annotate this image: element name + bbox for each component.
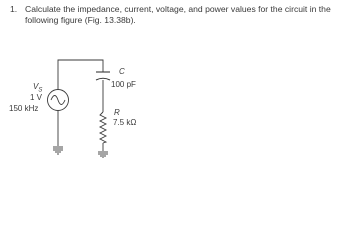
source-voltage: 1 V (30, 93, 43, 102)
source-name: $V_S$ (33, 82, 43, 94)
resistor-value: 7.5 kΩ (113, 118, 137, 127)
question-number: 1. (10, 4, 18, 14)
capacitor-name: C (119, 67, 125, 76)
ac-voltage-source-icon (48, 90, 69, 111)
question-text: Calculate the impedance, current, voltage, and power values for the circuit in the following figure (Fig. 13.38b). (25, 4, 331, 25)
capacitor-value: 100 pF (111, 80, 136, 89)
source-frequency: 150 kHz (9, 104, 39, 113)
ground-icon (54, 146, 62, 155)
capacitor-icon (96, 72, 110, 80)
ground-icon (99, 151, 107, 158)
resistor-name: R (114, 108, 120, 117)
wire-left (58, 60, 103, 89)
resistor-icon (100, 112, 106, 143)
source-subscript: S (38, 87, 43, 94)
